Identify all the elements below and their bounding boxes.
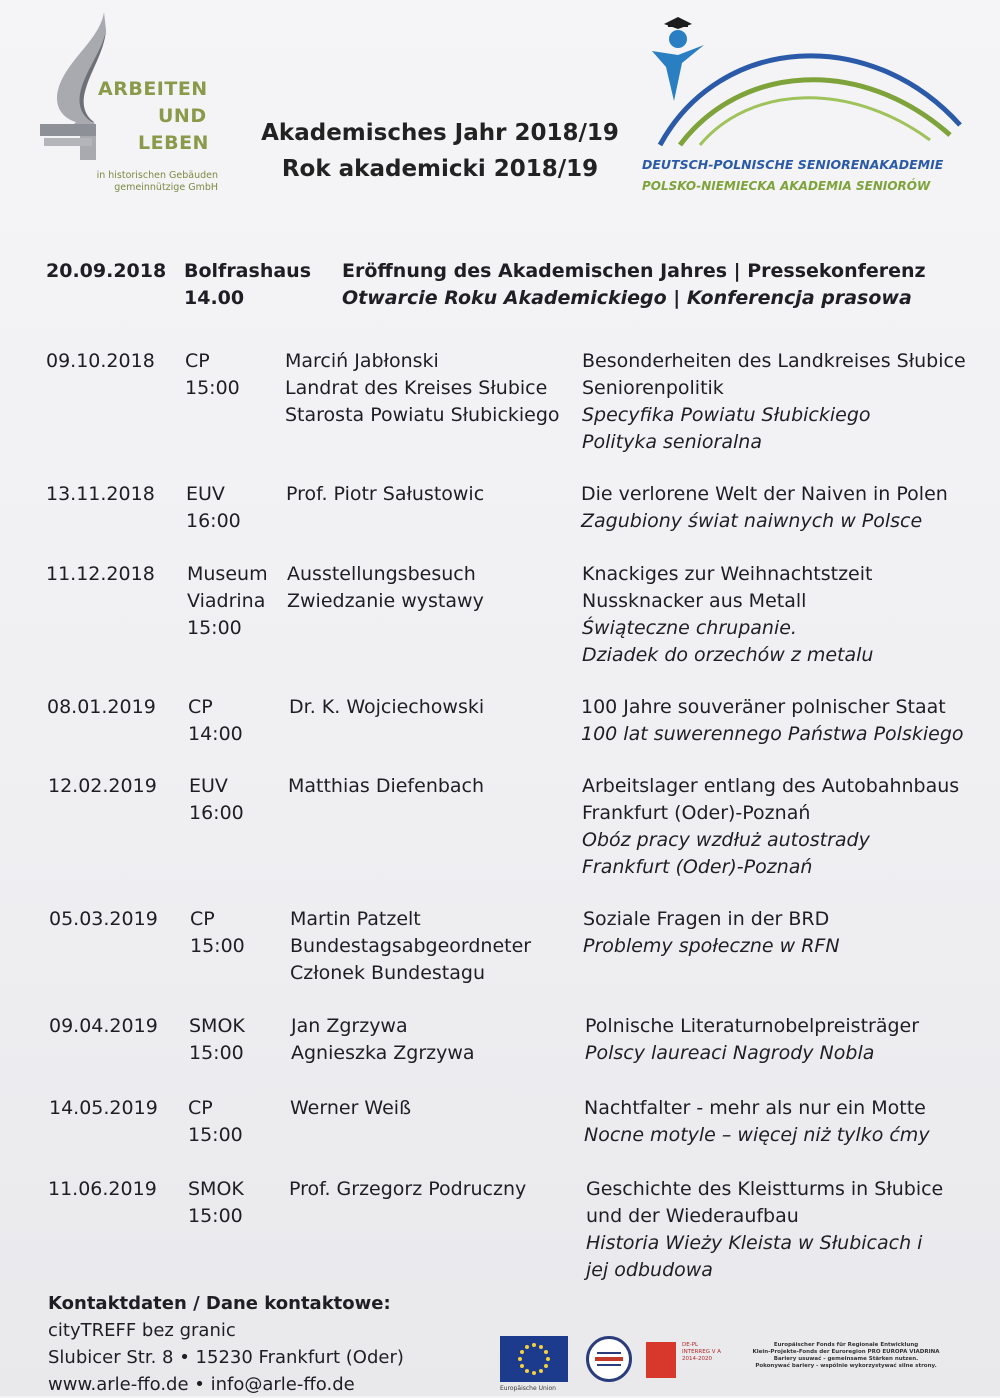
event-topic: [582, 348, 966, 456]
topic-pl-line: Polscy laureaci Nagrody Nobla: [585, 1042, 875, 1064]
speaker-line: Werner Weiß: [290, 1097, 412, 1119]
venue-line: SMOK: [189, 1015, 245, 1037]
arbeiten-und-leben-logo: [36, 10, 236, 200]
fund-line: Klein-Projekte-Fonds der Euroregion PRO EUROPA VIADRINA: [752, 1349, 940, 1355]
contact-web-email[interactable]: www.arle-ffo.de • info@arle-ffo.de: [48, 1374, 355, 1395]
logo-sub-line-1: in historischen Gebäuden: [96, 170, 218, 181]
event-venue: [189, 773, 244, 827]
eu-caption: Europäische Union: [500, 1385, 556, 1392]
speaker-line: Matthias Diefenbach: [288, 775, 485, 797]
event-topic: [582, 773, 959, 881]
venue-line: CP: [185, 350, 210, 372]
time-line: 15:00: [189, 1042, 244, 1064]
time-line: 15:00: [188, 1124, 243, 1146]
topic-pl-line: Nocne motyle – więcej niż tylko ćmy: [584, 1124, 930, 1146]
topic-pl-line: Obóz pracy wzdłuż autostrady: [582, 829, 870, 851]
event-speaker: [288, 773, 484, 800]
topic-de-line: Polnische Literaturnobelpreisträger: [585, 1015, 920, 1037]
contact-address: Slubicer Str. 8 • 15230 Frankfurt (Oder): [48, 1347, 404, 1368]
speaker-line: Prof. Piotr Sałustowic: [286, 483, 485, 505]
event-topic: [584, 1095, 930, 1149]
time-line: 16:00: [186, 510, 241, 532]
event-speaker: [290, 1095, 411, 1122]
topic-pl-line: Historia Wieży Kleista w Słubicach i: [586, 1232, 923, 1254]
sponsor-logos: [500, 1336, 970, 1396]
event-topic: [582, 561, 873, 669]
event-date: 14.05.2019: [49, 1097, 158, 1119]
logo-word-arbeiten: ARBEITEN: [98, 78, 208, 100]
fund-line: Pokonywać bariery - wspólnie wykorzystywać silne strony.: [755, 1363, 937, 1369]
opening-title-pl: Otwarcie Roku Akademickiego | Konferencja prasowa: [342, 287, 912, 309]
event-venue: [186, 481, 241, 535]
event-speaker: [289, 694, 484, 721]
event-venue: [187, 561, 268, 642]
interreg-line: INTERREG V A: [682, 1349, 721, 1355]
topic-pl-line: Świąteczne chrupanie.: [582, 617, 797, 639]
euroregion-badge-icon: [586, 1336, 632, 1382]
topic-de-line: Arbeitslager entlang des Autobahnbaus: [582, 775, 960, 797]
opening-place: Bolfrashaus: [184, 260, 311, 282]
venue-line: Viadrina: [187, 590, 266, 612]
event-speaker: [286, 481, 484, 508]
eu-flag-icon: [500, 1336, 568, 1382]
venue-line: CP: [188, 696, 213, 718]
event-speaker: [289, 1176, 526, 1203]
topic-pl-line: Polityka senioralna: [582, 431, 762, 453]
speaker-line: Starosta Powiatu Słubickiego: [285, 404, 560, 426]
speaker-line: Jan Zgrzywa: [291, 1015, 408, 1037]
contact-block: [48, 1290, 404, 1398]
event-venue: [190, 906, 245, 960]
speaker-line: Dr. K. Wojciechowski: [289, 696, 485, 718]
interreg-text: [682, 1342, 726, 1363]
event-date: 09.04.2019: [49, 1015, 158, 1037]
contact-heading: Kontaktdaten / Dane kontaktowe:: [48, 1293, 391, 1314]
event-date: 08.01.2019: [47, 696, 156, 718]
event-topic: [583, 906, 840, 960]
academy-name-german: DEUTSCH-POLNISCHE SENIORENAKADEMIE: [642, 157, 944, 172]
speaker-line: Prof. Grzegorz Podruczny: [289, 1178, 527, 1200]
speaker-line: Agnieszka Zgrzywa: [291, 1042, 475, 1064]
event-venue: [185, 348, 240, 402]
event-topic: [581, 481, 948, 535]
topic-pl-line: 100 lat suwerennego Państwa Polskiego: [581, 723, 964, 745]
time-line: 15:00: [185, 377, 240, 399]
topic-de-line: Soziale Fragen in der BRD: [583, 908, 830, 930]
venue-line: SMOK: [188, 1178, 244, 1200]
event-venue: [188, 1176, 244, 1230]
time-line: 15:00: [190, 935, 245, 957]
topic-de-line: Nachtfalter - mehr als nur ein Motte: [584, 1097, 926, 1119]
speaker-line: Bundestagsabgeordneter: [290, 935, 532, 957]
topic-de-line: Knackiges zur Weihnachtstzeit: [582, 563, 873, 585]
event-speaker: [290, 906, 531, 987]
opening-title-de: Eröffnung des Akademischen Jahres | Pressekonferenz: [342, 260, 926, 282]
event-topic: [585, 1013, 919, 1067]
logo-word-leben: LEBEN: [138, 132, 209, 154]
event-speaker: [287, 561, 484, 615]
topic-de-line: Seniorenpolitik: [582, 377, 724, 399]
topic-de-line: 100 Jahre souveräner polnischer Staat: [581, 696, 946, 718]
speaker-line: Martin Patzelt: [290, 908, 421, 930]
academy-name-polish: POLSKO-NIEMIECKA AKADEMIA SENIORÓW: [642, 179, 931, 193]
interreg-line: 2014-2020: [682, 1356, 712, 1362]
opening-title: [342, 258, 926, 312]
interreg-line: DE-PL: [682, 1342, 699, 1348]
topic-de-line: und der Wiederaufbau: [586, 1205, 799, 1227]
event-venue: [188, 1095, 243, 1149]
graduate-arch-icon: [630, 15, 970, 155]
event-date: 05.03.2019: [49, 908, 158, 930]
event-date: 12.02.2019: [48, 775, 157, 797]
topic-pl-line: Specyfika Powiatu Słubickiego: [582, 404, 871, 426]
topic-pl-line: Frankfurt (Oder)-Poznań: [582, 856, 813, 878]
speaker-line: Członek Bundestagu: [290, 962, 486, 984]
topic-pl-line: Zagubiony świat naiwnych w Polsce: [581, 510, 923, 532]
opening-time: 14.00: [184, 287, 245, 309]
title-german: Akademisches Jahr 2018/19: [261, 120, 619, 146]
contact-name: cityTREFF bez granic: [48, 1320, 236, 1341]
event-date: 09.10.2018: [46, 350, 155, 372]
time-line: 16:00: [189, 802, 244, 824]
event-topic: [586, 1176, 943, 1284]
logo-word-und: UND: [158, 105, 207, 127]
fund-line: Bariery usuwać - gemeinsame Stärken nutzen.: [773, 1356, 919, 1362]
time-line: 15:00: [188, 1205, 243, 1227]
event-venue: [189, 1013, 245, 1067]
speaker-line: Landrat des Kreises Słubice: [285, 377, 548, 399]
time-line: 14:00: [188, 723, 243, 745]
opening-place-time: [184, 258, 311, 312]
topic-de-line: Frankfurt (Oder)-Poznań: [582, 802, 811, 824]
fund-text: [736, 1342, 956, 1370]
venue-line: EUV: [186, 483, 225, 505]
topic-pl-line: Problemy społeczne w RFN: [583, 935, 840, 957]
event-date: 11.06.2019: [48, 1178, 157, 1200]
senior-academy-logo: [630, 15, 970, 205]
event-speaker: [285, 348, 560, 429]
topic-de-line: Geschichte des Kleistturms in Słubice: [586, 1178, 944, 1200]
speaker-line: Marciń Jabłonski: [285, 350, 439, 372]
topic-de-line: Die verlorene Welt der Naiven in Polen: [581, 483, 948, 505]
venue-line: EUV: [189, 775, 228, 797]
speaker-line: Ausstellungsbesuch: [287, 563, 476, 585]
title-polish: Rok akademicki 2018/19: [281, 156, 599, 182]
event-speaker: [291, 1013, 475, 1067]
venue-line: Museum: [187, 563, 268, 585]
interreg-icon: [646, 1342, 676, 1378]
topic-de-line: Nussknacker aus Metall: [582, 590, 807, 612]
logo-sub-line-2: gemeinnützige GmbH: [114, 182, 218, 193]
venue-line: CP: [188, 1097, 213, 1119]
topic-pl-line: jej odbudowa: [586, 1259, 713, 1281]
event-topic: [581, 694, 964, 748]
speaker-line: Zwiedzanie wystawy: [287, 590, 484, 612]
topic-pl-line: Dziadek do orzechów z metalu: [582, 644, 874, 666]
opening-date: 20.09.2018: [46, 260, 167, 282]
fund-line: Europäischer Fonds für Regionale Entwicklung: [773, 1342, 919, 1348]
topic-de-line: Besonderheiten des Landkreises Słubice: [582, 350, 966, 372]
event-venue: [188, 694, 243, 748]
event-date: 11.12.2018: [46, 563, 155, 585]
event-date: 13.11.2018: [46, 483, 155, 505]
time-line: 15:00: [187, 617, 242, 639]
venue-line: CP: [190, 908, 215, 930]
